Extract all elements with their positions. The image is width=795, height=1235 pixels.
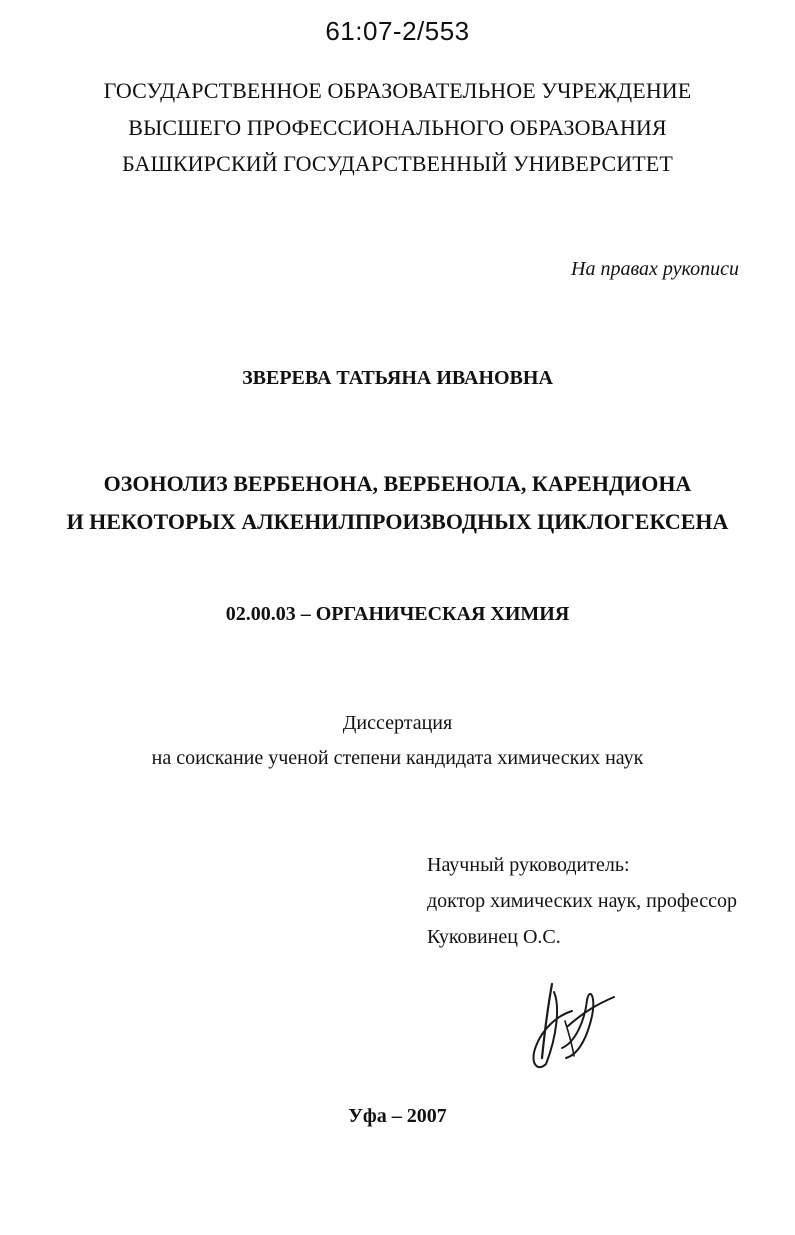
city-and-year: Уфа – 2007 bbox=[348, 1105, 447, 1127]
author-name: ЗВЕРЕВА ТАТЬЯНА ИВАНОВНА bbox=[242, 367, 553, 389]
organization-line-3: БАШКИРСКИЙ ГОСУДАРСТВЕННЫЙ УНИВЕРСИТЕТ bbox=[122, 151, 673, 176]
archive-stamp-code: 61:07-2/553 bbox=[325, 16, 470, 46]
work-type: Диссертация bbox=[342, 712, 453, 734]
dissertation-title-line-1: ОЗОНОЛИЗ ВЕРБЕНОНА, ВЕРБЕНОЛА, КАРЕНДИОНА bbox=[103, 471, 692, 496]
handwritten-signature bbox=[518, 976, 618, 1076]
manuscript-rights-note: На правах рукописи bbox=[571, 258, 739, 280]
supervisor-label: Научный руководитель: bbox=[427, 854, 630, 876]
organization-line-2: ВЫСШЕГО ПРОФЕССИОНАЛЬНОГО ОБРАЗОВАНИЯ bbox=[128, 115, 667, 140]
organization-line-1: ГОСУДАРСТВЕННОЕ ОБРАЗОВАТЕЛЬНОЕ УЧРЕЖДЕНИЕ bbox=[103, 78, 692, 103]
degree-statement: на соискание ученой степени кандидата химических наук bbox=[151, 747, 644, 769]
dissertation-title-line-2: И НЕКОТОРЫХ АЛКЕНИЛПРОИЗВОДНЫХ ЦИКЛОГЕКСЕНА bbox=[66, 509, 729, 534]
supervisor-rank: доктор химических наук, профессор bbox=[427, 890, 737, 912]
specialty-code: 02.00.03 – ОРГАНИЧЕСКАЯ ХИМИЯ bbox=[225, 603, 570, 625]
supervisor-name: Куковинец О.С. bbox=[427, 926, 561, 948]
